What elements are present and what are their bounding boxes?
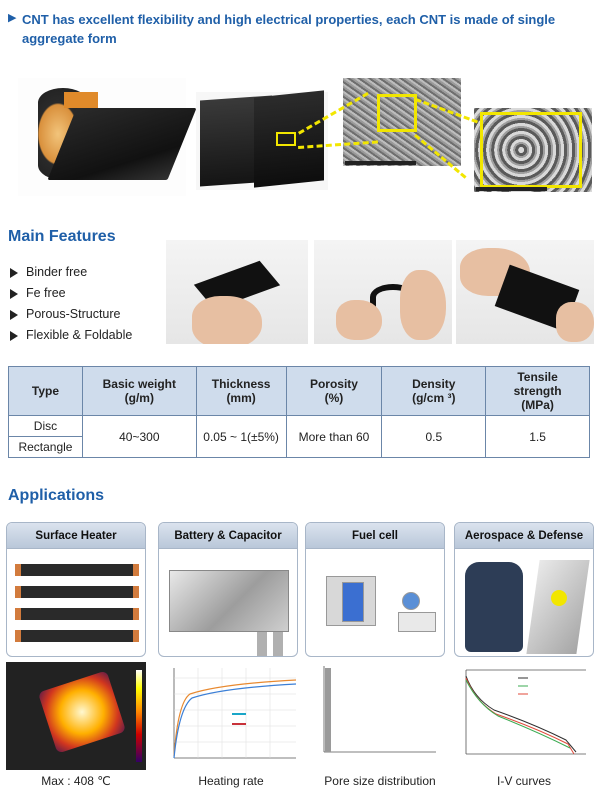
flexible-sheet-photo — [166, 240, 308, 344]
caption-iv-curves: I-V curves — [496, 774, 551, 788]
table-row — [9, 416, 590, 437]
heating-rate-svg — [160, 662, 302, 770]
iv-curves-svg — [454, 662, 594, 770]
battery-tab — [257, 632, 267, 657]
pore-size-svg — [312, 662, 440, 770]
series-line — [466, 678, 574, 754]
hand — [400, 270, 446, 340]
thermal-hotspot — [38, 670, 126, 753]
iv-curves-chart — [454, 662, 594, 770]
feature-label: Fe free — [26, 286, 66, 300]
header-type: Type — [9, 367, 83, 416]
heater-strip — [15, 608, 139, 620]
hand — [192, 296, 262, 344]
app-card-title: Battery & Capacitor — [159, 523, 297, 549]
cnt-sheet-photo — [196, 92, 328, 190]
heater-strip — [15, 630, 139, 642]
features-list — [10, 262, 132, 346]
thermal-color-scale — [136, 670, 142, 762]
header-thickness: Thickness (mm) — [196, 367, 286, 416]
app-card-surface-heater — [6, 522, 146, 657]
bent-sheet-photo — [456, 240, 594, 344]
triangle-bullet-icon — [10, 289, 18, 299]
app-card-battery-capacitor — [158, 522, 298, 657]
series-line — [174, 684, 296, 758]
header-tensile: Tensile strength (MPa) — [486, 367, 590, 416]
heater-strip — [15, 564, 139, 576]
type-cell: Rectangle — [9, 437, 83, 458]
histogram-bar — [325, 668, 331, 752]
zoom-highlight-box — [276, 132, 296, 146]
triangle-bullet-icon — [10, 268, 18, 278]
battery-tab — [273, 632, 283, 657]
feature-item — [10, 304, 132, 325]
header-density: Density (g/cm ³) — [382, 367, 486, 416]
sem-image-low-mag — [343, 78, 461, 166]
feature-label: Binder free — [26, 265, 88, 279]
pouch-cell — [169, 570, 289, 632]
type-cell: Disc — [9, 416, 83, 437]
app-card-title: Fuel cell — [306, 523, 444, 549]
feature-label: Porous-Structure — [26, 307, 121, 321]
feature-item — [10, 325, 132, 346]
app-card-title: Surface Heater — [7, 523, 145, 549]
features-title: Main Features — [8, 228, 116, 245]
hand — [556, 302, 594, 342]
intro-text: CNT has excellent flexibility and high electrical properties, each CNT is made of single aggregate form — [22, 12, 556, 46]
zoom-highlight-box — [377, 94, 417, 132]
zoom-highlight-box — [480, 112, 582, 188]
triangle-bullet-icon — [10, 310, 18, 320]
surface-heater-photo — [7, 550, 145, 656]
battery-photo — [159, 550, 297, 656]
header-porosity: Porosity (%) — [286, 367, 382, 416]
heater-strip — [15, 586, 139, 598]
aerospace-photo — [455, 550, 593, 656]
app-card-fuel-cell — [305, 522, 445, 657]
basic-weight-cell: 40~300 — [82, 416, 196, 458]
cnt-roll-photo — [18, 78, 186, 196]
sem-scale-bar — [345, 161, 416, 165]
feature-item — [10, 283, 132, 304]
feature-label: Flexible & Foldable — [26, 328, 133, 342]
triangle-bullet-icon — [10, 331, 18, 341]
series-line — [466, 676, 576, 752]
impact-mark — [551, 590, 567, 606]
app-card-title: Aerospace & Defense — [455, 523, 593, 549]
feature-item — [10, 262, 132, 283]
pore-size-chart — [312, 662, 440, 770]
fuel-cell-cap — [402, 592, 420, 610]
body-armor-vest — [465, 562, 523, 652]
folded-sheet-photo — [314, 240, 452, 344]
app-card-aerospace-defense — [454, 522, 594, 657]
fuel-cell-plate — [342, 582, 364, 622]
heating-rate-chart — [160, 662, 302, 770]
caption-thermal: Max : 408 ℃ — [41, 774, 111, 788]
tensile-cell: 1.5 — [486, 416, 590, 458]
thermal-image — [6, 662, 146, 770]
hand — [336, 300, 382, 340]
thickness-cell: 0.05 ~ 1(±5%) — [196, 416, 286, 458]
fuel-cell-base — [398, 612, 436, 632]
triangle-bullet-icon: ▶ — [8, 12, 17, 24]
caption-heating-rate: Heating rate — [198, 774, 264, 788]
fuel-cell-photo — [306, 550, 444, 656]
sem-image-high-mag — [474, 108, 592, 192]
intro — [8, 10, 588, 48]
density-cell: 0.5 — [382, 416, 486, 458]
series-line — [174, 680, 296, 756]
armor-plate — [526, 560, 589, 654]
porosity-cell: More than 60 — [286, 416, 382, 458]
roll-tape — [64, 92, 98, 108]
sem-scale-bar — [476, 187, 547, 191]
table-header-row — [9, 367, 590, 416]
caption-pore-size: Pore size distribution — [324, 774, 436, 788]
header-basic-weight: Basic weight (g/m) — [82, 367, 196, 416]
spec-table — [8, 366, 590, 458]
applications-title: Applications — [8, 487, 105, 504]
